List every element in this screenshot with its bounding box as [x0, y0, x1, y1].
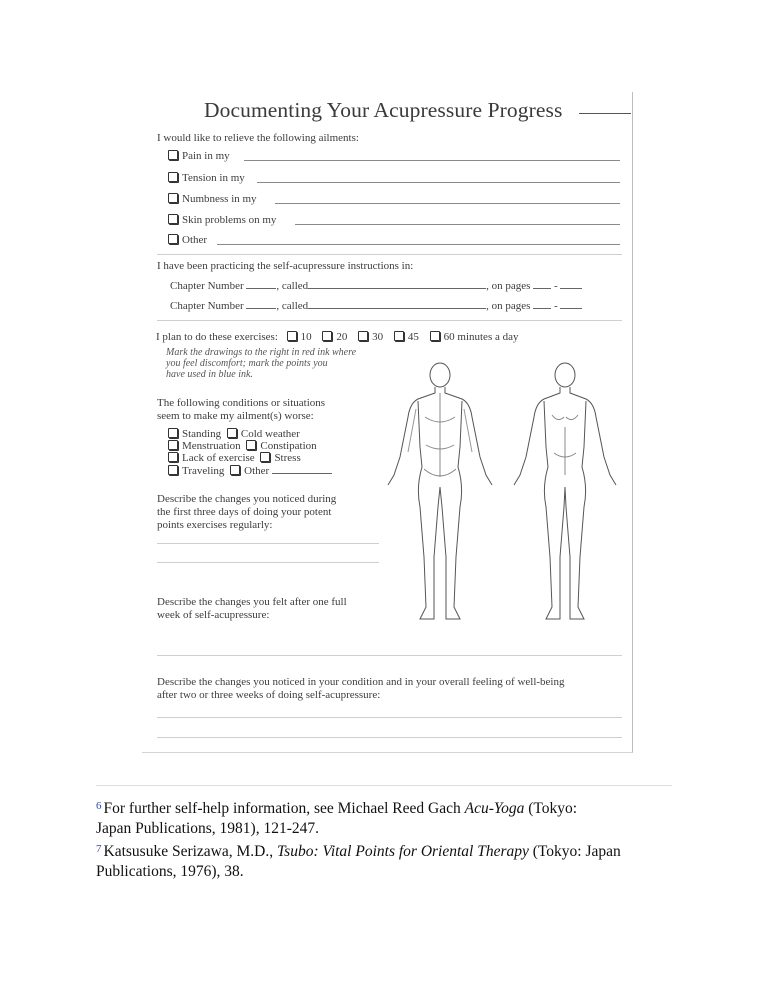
checkbox-icon[interactable]	[168, 193, 178, 203]
checkbox-icon[interactable]	[430, 331, 440, 341]
condition-standing[interactable]: Standing	[168, 428, 221, 440]
chapter-called-field[interactable]	[308, 279, 486, 289]
checkbox-icon[interactable]	[168, 452, 178, 462]
one-week-2: week of self-acupressure:	[157, 609, 270, 621]
page-from-field[interactable]	[533, 279, 551, 289]
title-rule	[579, 113, 631, 114]
checkbox-icon[interactable]	[260, 452, 270, 462]
condition-menstruation[interactable]: Menstruation	[168, 440, 241, 452]
first-days-2: the first three days of doing your potent	[157, 506, 332, 518]
answer-line[interactable]	[157, 717, 622, 718]
first-days-1: Describe the changes you noticed during	[157, 493, 337, 505]
drawing-note-3: have used in blue ink.	[166, 369, 253, 380]
acupressure-progress-form	[142, 92, 633, 753]
minutes-60[interactable]: 60 minutes a day	[430, 331, 519, 343]
chapter-number-field[interactable]	[246, 299, 276, 309]
checkbox-icon[interactable]	[227, 428, 237, 438]
drawing-note-2: you feel discomfort; mark the points you	[166, 358, 328, 369]
footnote-number[interactable]: 7	[96, 843, 102, 855]
drawing-note-1: Mark the drawings to the right in red ink where	[166, 347, 357, 358]
checkbox-icon[interactable]	[168, 465, 178, 475]
checkbox-icon[interactable]	[246, 440, 256, 450]
page-to-field[interactable]	[560, 279, 582, 289]
ailment-numbness[interactable]: Numbness in my	[168, 193, 257, 206]
checkbox-icon[interactable]	[168, 440, 178, 450]
ailment-other-line[interactable]	[217, 244, 620, 245]
answer-line[interactable]	[157, 737, 622, 738]
checkbox-icon[interactable]	[168, 214, 178, 224]
answer-line[interactable]	[157, 655, 622, 656]
minutes-20[interactable]: 20	[322, 331, 347, 343]
condition-constipation[interactable]: Constipation	[246, 440, 316, 452]
minutes-30[interactable]: 30	[358, 331, 383, 343]
checkbox-icon[interactable]	[230, 465, 240, 475]
conditions-row-3	[168, 452, 301, 464]
conditions-row-2	[168, 440, 317, 452]
checkbox-icon[interactable]	[168, 234, 178, 244]
chapter-row-1[interactable]: Chapter Number , called , on pages -	[170, 279, 582, 293]
ailment-other[interactable]: Other	[168, 234, 207, 247]
chapter-number-field[interactable]	[246, 279, 276, 289]
ailment-skin-line[interactable]	[295, 224, 620, 225]
divider	[157, 254, 622, 255]
footnote-6: $^6$ For further self-help information, see Michael Reed Gach Acu-Yoga (Tokyo: Japan Publications, 1981), 121-247.	[96, 800, 578, 837]
footnote-number[interactable]: 6	[96, 800, 102, 812]
plan-row: I plan to do these exercises: 10 20 30 45 60 minutes a day	[156, 331, 519, 343]
minutes-10[interactable]: 10	[287, 331, 312, 343]
checkbox-icon[interactable]	[394, 331, 404, 341]
chapter-row-2[interactable]: Chapter Number , called , on pages -	[170, 299, 582, 313]
ailment-skin[interactable]: Skin problems on my	[168, 214, 276, 227]
condition-cold-weather[interactable]: Cold weather	[227, 428, 300, 440]
checkbox-icon[interactable]	[168, 172, 178, 182]
condition-other-field[interactable]	[272, 464, 332, 474]
footnote-separator	[96, 785, 672, 786]
footnote-7: $^7$ Katsusuke Serizawa, M.D., Tsubo: Vital Points for Oriental Therapy (Tokyo: Japan Publications, 1976), 38.	[96, 843, 621, 880]
practice-intro: I have been practicing the self-acupressure instructions in:	[157, 260, 414, 272]
ailments-intro: I would like to relieve the following ailments:	[157, 132, 359, 144]
weeks-2: after two or three weeks of doing self-acupressure:	[157, 689, 381, 701]
form-title: Documenting Your Acupressure Progress	[204, 98, 563, 122]
condition-other[interactable]: Other	[230, 465, 269, 477]
answer-line[interactable]	[157, 543, 379, 544]
checkbox-icon[interactable]	[322, 331, 332, 341]
back-view-figure	[388, 363, 492, 619]
checkbox-icon[interactable]	[287, 331, 297, 341]
condition-traveling[interactable]: Traveling	[168, 465, 224, 477]
chapter-called-field[interactable]	[308, 299, 486, 309]
conditions-intro-2: seem to make my ailment(s) worse:	[157, 410, 314, 422]
ailment-numbness-line[interactable]	[275, 203, 620, 204]
body-figures-illustration[interactable]	[380, 357, 630, 627]
condition-lack-of-exercise[interactable]: Lack of exercise	[168, 452, 255, 464]
weeks-1: Describe the changes you noticed in your condition and in your overall feeling of well-being	[157, 676, 565, 688]
checkbox-icon[interactable]	[168, 150, 178, 160]
front-view-figure	[514, 363, 616, 619]
ailment-pain-line[interactable]	[244, 160, 620, 161]
page-to-field[interactable]	[560, 299, 582, 309]
one-week-1: Describe the changes you felt after one full	[157, 596, 347, 608]
conditions-intro-1: The following conditions or situations	[157, 397, 326, 409]
ailment-pain[interactable]: Pain in my	[168, 150, 230, 163]
divider	[157, 320, 622, 321]
ailment-tension[interactable]: Tension in my	[168, 172, 245, 185]
conditions-row-4	[168, 464, 332, 477]
condition-stress[interactable]: Stress	[260, 452, 300, 464]
minutes-45[interactable]: 45	[394, 331, 419, 343]
page-from-field[interactable]	[533, 299, 551, 309]
first-days-3: points exercises regularly:	[157, 519, 273, 531]
ailment-tension-line[interactable]	[257, 182, 620, 183]
checkbox-icon[interactable]	[168, 428, 178, 438]
conditions-row-1	[168, 428, 300, 440]
answer-line[interactable]	[157, 562, 379, 563]
checkbox-icon[interactable]	[358, 331, 368, 341]
